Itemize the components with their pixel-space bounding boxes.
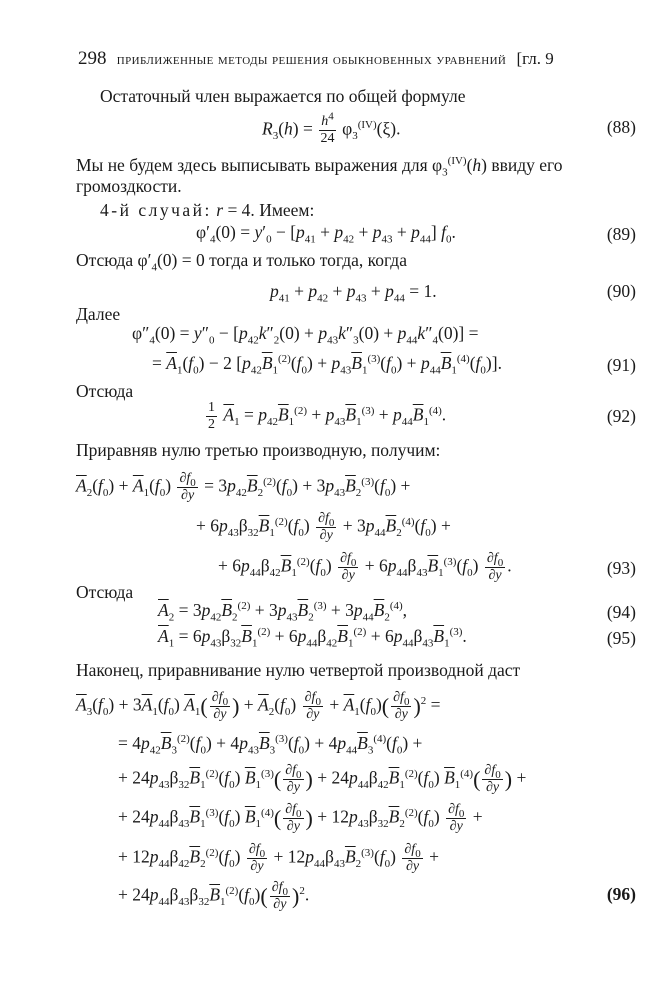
equation-96-line4: + $24p_{44}\beta_{43}\overline{B}_1^{(3)}(f_0)$ $\overline{B}_1^{(4)}$( $\frac{\partial f_0}{\partial y}$ ) + $12p_{43}\beta_{32}\overline{B}_2^{(2)}(f_0)$ $\frac{\partial f_0}{\partial y}$ + <box>118 802 483 835</box>
equation-96-line5: + $12p_{44}\beta_{42}\overline{B}_2^{(2)}(f_0)$ $\frac{\partial f_0}{\partial y}$ + $12p_{44}\beta_{43}\overline{B}_2^{(3)}(f_0)$ $\frac{\partial f_0}{\partial y}$ + <box>118 842 439 875</box>
paragraph-hence: Отсюда $\varphi'_4(0) = 0$ тогда и только тогда, когда <box>76 250 407 274</box>
running-header <box>78 48 554 70</box>
equation-88: $R_3(h)$ = $\frac{h^4}{24}$ $\varphi_3^{(IV)}(\xi)$. <box>262 110 401 147</box>
eq-number-88: (88) <box>606 117 636 137</box>
equation-95: $\overline{A}_1 = 6p_{43}\beta_{32}\overline{B}_1^{(2)} + 6p_{44}\beta_{42}\overline{B}_1^{(2)} + 6p_{44}\beta_{43}\overline{B}_1^{(3)}$. <box>158 626 467 650</box>
p2-text-a: Мы не будем здесь выписывать выражения для <box>76 155 428 175</box>
equation-91-line2: = $\overline{A}_1(f_0) - 2$ $[p_{42}\overline{B}_1^{(2)}(f_0) + p_{43}\overline{B}_1^{(3)}(f_0) + p_{44}\overline{B}_1^{(4)}(f_0)]$. <box>152 353 502 377</box>
paragraph-hence-3: Отсюда <box>76 582 134 602</box>
eq-number-91: (91) <box>606 355 636 375</box>
equation-96-line1: $\overline{A}_3(f_0) + 3\overline{A}_1(f_0)$ $\overline{A}_1$( $\frac{\partial f_0}{\partial y}$ ) + $\overline{A}_2(f_0)$ $\frac{\partial f_0}{\partial y}$ + $\overline{A}_1(f_0)$( $\frac{\partial f_0}{\partial y}$ )$^2$ = <box>76 690 441 723</box>
p3-text-b: тогда и только тогда, когда <box>209 250 407 270</box>
equation-89: $\varphi'_4(0) = y'_0 - [p_{41} + p_{42} + p_{43} + p_{44}]$ $f_0$. <box>196 222 456 246</box>
p2-text-b: ввиду его <box>491 155 563 175</box>
paragraph-no-write: Мы не будем здесь выписывать выражения для $\varphi_3^{(IV)}(h)$ ввиду его <box>76 155 563 179</box>
eq-number-96: (96) <box>606 884 636 904</box>
equation-92: $\frac{1}{2}$ $\overline{A}_1 = p_{42}\overline{B}_1^{(2)} + p_{43}\overline{B}_1^{(3)} + p_{44}\overline{B}_1^{(4)}$. <box>208 400 447 433</box>
eq-number-90: (90) <box>606 281 636 301</box>
equation-94: $\overline{A}_2 = 3p_{42}\overline{B}_2^{(2)} + 3p_{43}\overline{B}_2^{(3)} + 3p_{44}\overline{B}_2^{(4)}$, <box>158 600 408 624</box>
eq-number-89: (89) <box>606 224 636 244</box>
chapter-ref: [гл. 9 <box>516 49 554 68</box>
paragraph-further: Далее <box>76 304 121 324</box>
eq-number-93: (93) <box>606 558 636 578</box>
eq-number-92: (92) <box>606 406 636 426</box>
paragraph-hence-2: Отсюда <box>76 381 134 401</box>
equation-90: $p_{41} + p_{42} + p_{43} + p_{44} = 1$. <box>270 281 437 305</box>
equation-96-line6: + $24p_{44}\beta_{43}\beta_{32}\overline{B}_1^{(2)}(f_0)$( $\frac{\partial f_0}{\partial y}$ )$^2$. <box>118 880 310 913</box>
p3-text-a: Отсюда <box>76 250 134 270</box>
paragraph-fourth-derivative: Наконец, приравнивание нулю четвертой производной даст <box>76 660 521 680</box>
paragraph-third-derivative: Приравняв нулю третью производную, получим: <box>76 440 441 460</box>
eq-number-94: (94) <box>606 602 636 622</box>
equation-96-line2: = $4p_{42}\overline{B}_3^{(2)}(f_0) + 4p_{43}\overline{B}_3^{(3)}(f_0) + 4p_{44}\overline{B}_3^{(4)}(f_0)$ + <box>118 733 423 757</box>
eq-number-95: (95) <box>606 628 636 648</box>
equation-93-line2: + $6p_{43}\beta_{32}\overline{B}_1^{(2)}(f_0)$ $\frac{\partial f_0}{\partial y}$ + $3p_{44}\overline{B}_2^{(4)}(f_0)$ + <box>196 511 451 544</box>
equation-96-line3: + $24p_{43}\beta_{32}\overline{B}_1^{(2)}(f_0)$ $\overline{B}_1^{(3)}$( $\frac{\partial f_0}{\partial y}$ ) + $24p_{44}\beta_{42}\overline{B}_1^{(2)}(f_0)$ $\overline{B}_1^{(4)}$( $\frac{\partial f_0}{\partial y}$ ) + <box>118 763 527 796</box>
case-4-line: 4-й случай: r = 4. Имеем: <box>100 200 315 220</box>
case-4-rest: Имеем: <box>259 200 315 220</box>
paragraph-remainder: Остаточный член выражается по общей формуле <box>100 86 466 106</box>
equation-93-line1: $\overline{A}_2(f_0) + \overline{A}_1(f_0)$ $\frac{\partial f_0}{\partial y}$ = $3p_{42}\overline{B}_2^{(2)}(f_0) + 3p_{43}\overline{B}_2^{(3)}(f_0)$ + <box>76 471 411 504</box>
equation-93-line3: + $6p_{44}\beta_{42}\overline{B}_1^{(2)}(f_0)$ $\frac{\partial f_0}{\partial y}$ + $6p_{44}\beta_{43}\overline{B}_1^{(3)}(f_0)$ $\frac{\partial f_0}{\partial y}$ . <box>218 551 512 584</box>
page-number: 298 <box>78 48 107 69</box>
running-title: приближенные методы решения обыкновенных уравнений <box>116 52 507 68</box>
equation-91-line1: $\varphi''_4(0) = y''_0 - [p_{42}k''_2(0) + p_{43}k''_3(0) + p_{44}k''_4(0)]$ = <box>132 323 479 347</box>
p2-text-c: громоздкости. <box>76 176 182 196</box>
case-4-label: 4-й случай: <box>100 200 212 220</box>
